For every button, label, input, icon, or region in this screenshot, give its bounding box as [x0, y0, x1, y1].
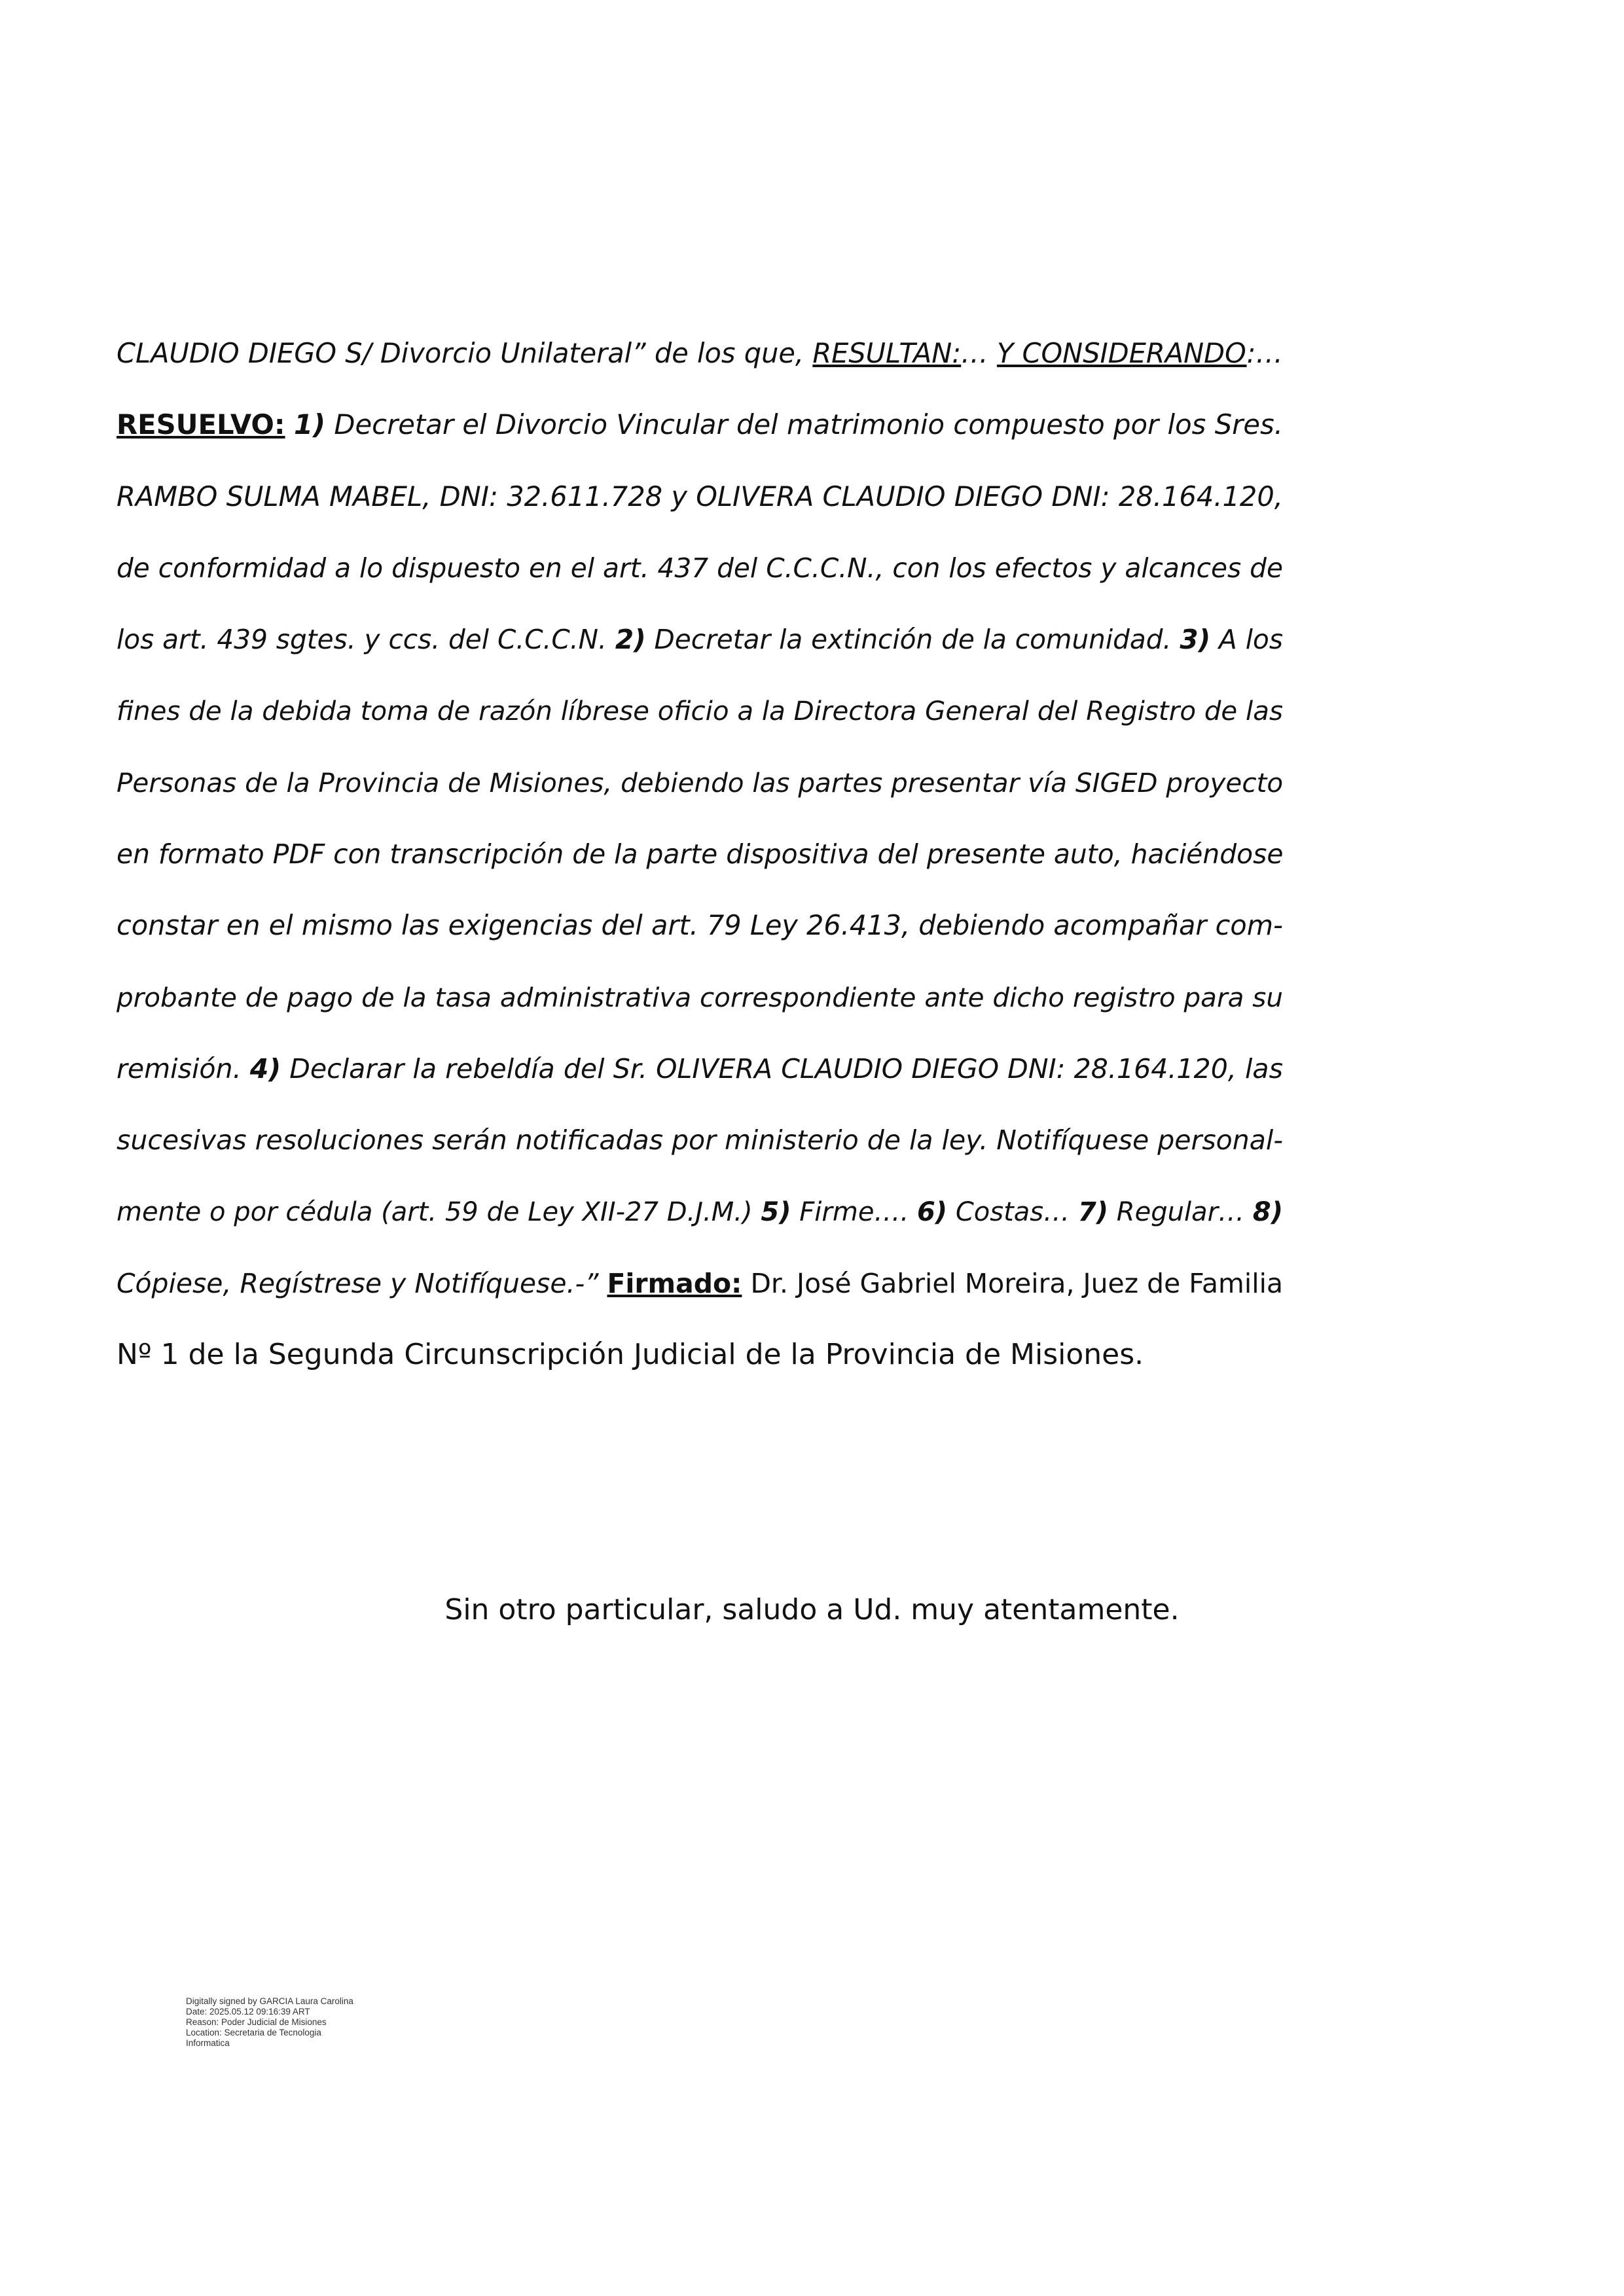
text-run: Cópiese, Regístrese y Notifíquese.-”: [117, 1268, 607, 1299]
paragraph-line: [117, 613, 1283, 666]
closing-line: Sin otro particular, saludo a Ud. muy atentamente.: [444, 1593, 1180, 1626]
text-run: sucesivas resoluciones serán notificadas por ministerio de la ley. Notifíquese personal-: [117, 1124, 1284, 1156]
paragraph-line: [117, 757, 1283, 809]
text-run: CLAUDIO DIEGO S/ Divorcio Unilateral” de los que,: [117, 337, 813, 369]
text-run: [285, 408, 294, 440]
text-run: Decretar la extinción de la comunidad.: [645, 624, 1180, 655]
signature-date: Date: 2025.05.12 09:16:39 ART: [186, 2007, 310, 2017]
text-run: RESUELVO:: [117, 408, 285, 440]
text-run: 8): [1252, 1197, 1283, 1227]
text-run: mente o por cédula (art. 59 de Ley XII-27 D.J.M.): [117, 1197, 761, 1227]
text-run: 4): [249, 1053, 281, 1085]
text-run: Regular…: [1108, 1197, 1253, 1227]
paragraph-line: [117, 1186, 1283, 1238]
paragraph-line: [117, 899, 1283, 952]
text-run: RESULTAN:: [812, 337, 962, 369]
paragraph-line: [117, 828, 1283, 880]
signature-reason: Reason: Poder Judicial de Misiones: [186, 2017, 327, 2027]
paragraph-line: [117, 327, 1283, 380]
text-run: 6): [916, 1197, 948, 1227]
paragraph-line: [117, 542, 1283, 594]
text-run: A los: [1210, 624, 1283, 655]
paragraph-line: [117, 971, 1283, 1024]
text-run: 3): [1180, 624, 1211, 655]
paragraph-line: [117, 685, 1283, 738]
digital-signature-block: [186, 1996, 461, 2049]
text-run: los art. 439 sgtes. y ccs. del C.C.C.N.: [117, 624, 615, 655]
text-run: Firme….: [791, 1197, 917, 1227]
text-run: Firmado:: [607, 1268, 742, 1299]
text-run: 1): [293, 408, 326, 440]
text-run: Personas de la Provincia de Misiones, debiendo las partes presentar vía SIGED proyecto: [117, 767, 1284, 798]
text-run: 5): [761, 1197, 791, 1227]
text-run: probante de pago de la tasa administrativa correspondiente ante dicho registro para su: [117, 982, 1283, 1013]
signature-location: Location: Secretaria de Tecnologia: [186, 2028, 321, 2037]
text-run: :…: [1246, 337, 1284, 369]
text-run: fines de la debida toma de razón líbrese oficio a la Directora General del Registro de las: [117, 696, 1283, 726]
text-run: Costas…: [947, 1197, 1078, 1227]
text-run: Dr. José Gabriel Moreira, Juez de Familia: [742, 1268, 1283, 1299]
text-run: constar en el mismo las exigencias del art. 79 Ley 26.413, debiendo acompañar com-: [117, 910, 1283, 941]
text-run: Declarar la rebeldía del Sr. OLIVERA CLAUDIO DIEGO DNI: 28.164.120, las: [281, 1053, 1283, 1085]
text-run: …: [961, 337, 997, 369]
text-run: de conformidad a lo dispuesto en el art. 437 del C.C.C.N., con los efectos y alcances de: [117, 552, 1283, 584]
text-run: en formato PDF con transcripción de la parte dispositiva del presente auto, haciéndose: [117, 838, 1284, 870]
paragraph-line: [117, 1114, 1283, 1166]
paragraph-line: [117, 1257, 1283, 1310]
paragraph-line: [117, 399, 1283, 451]
text-run: 7): [1077, 1197, 1109, 1227]
text-run: 2): [615, 624, 646, 655]
text-run: Y CONSIDERANDO: [996, 337, 1247, 369]
text-run: remisión.: [117, 1053, 250, 1085]
paragraph-line: [117, 471, 1283, 523]
signature-location-cont: Informatica: [186, 2038, 230, 2048]
paragraph-line: [117, 1043, 1283, 1095]
paragraph-line: [117, 1329, 1283, 1381]
signature-signed-by: Digitally signed by GARCIA Laura Carolina: [186, 1996, 353, 2006]
text-run: Decretar el Divorcio Vincular del matrimonio compuesto por los Sres.: [325, 408, 1283, 440]
text-run: Nº 1 de la Segunda Circunscripción Judicial de la Provincia de Misiones.: [117, 1338, 1144, 1371]
text-run: RAMBO SULMA MABEL, DNI: 32.611.728 y OLIVERA CLAUDIO DIEGO DNI: 28.164.120,: [117, 480, 1283, 512]
